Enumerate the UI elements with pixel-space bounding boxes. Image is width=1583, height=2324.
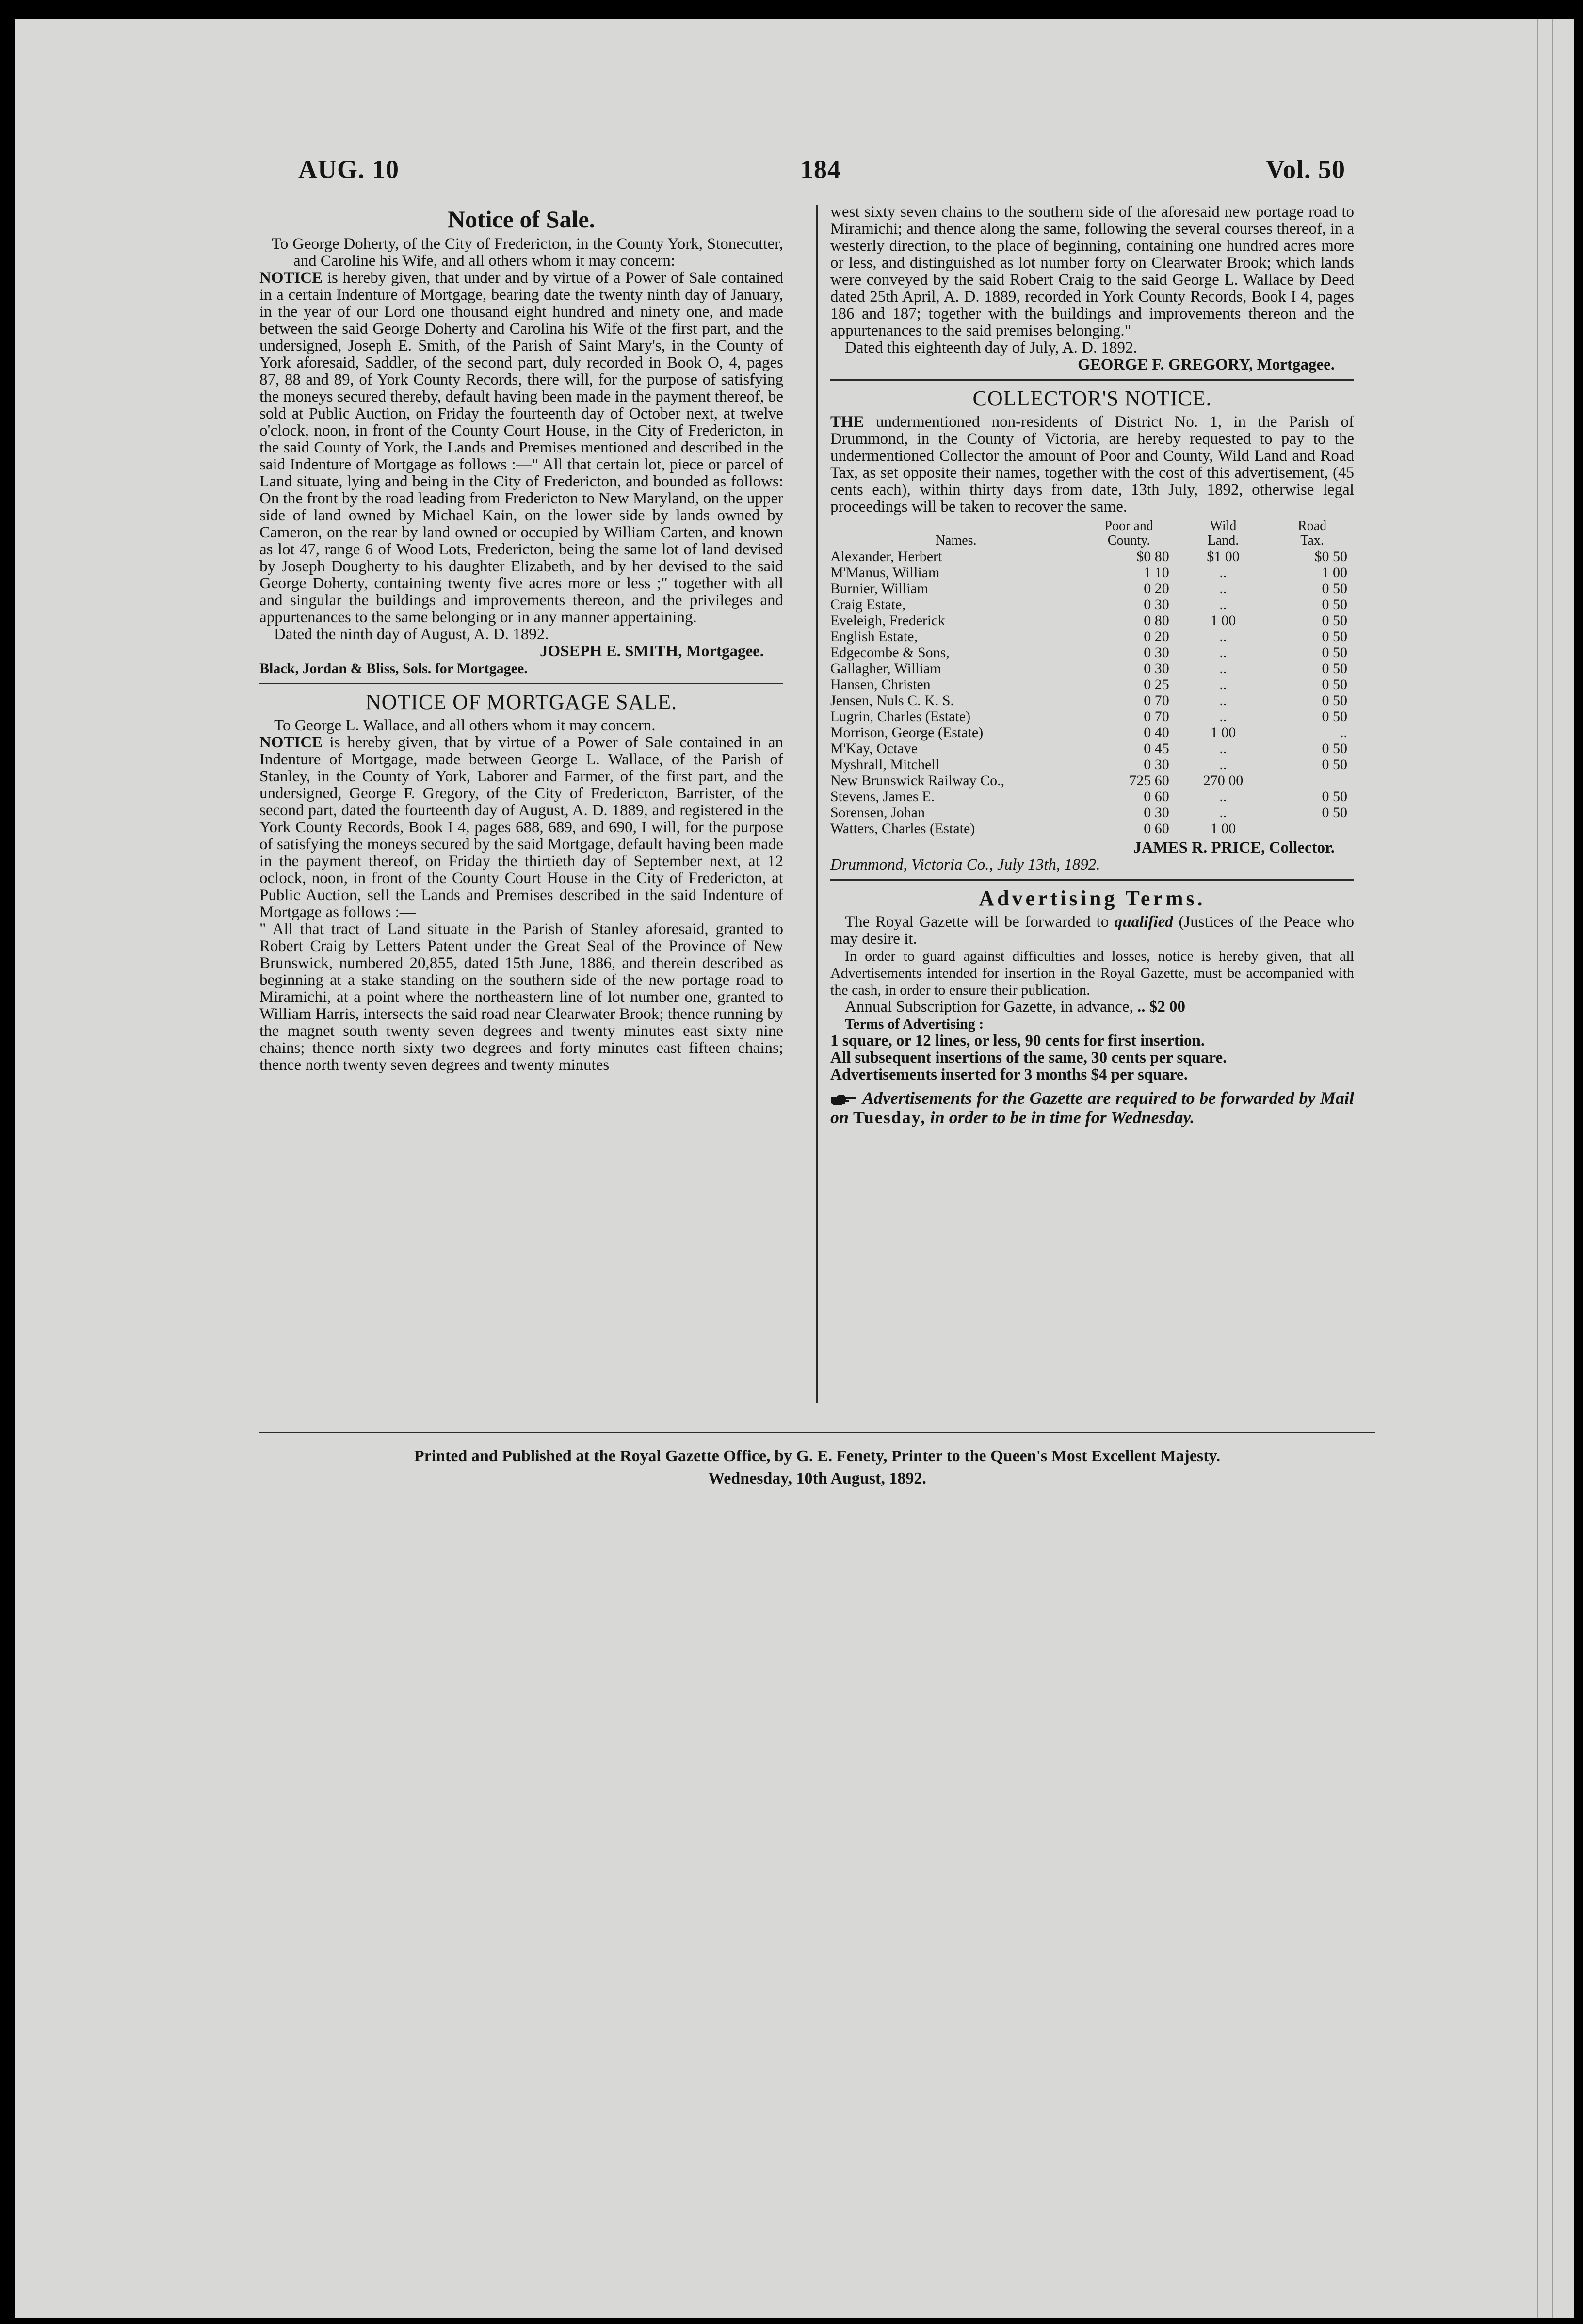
mortgage-sale-continued: west sixty seven chains to the southern side of the aforesaid new portage road to Miramichi; and thence along the same, following the several courses thereof, in a westerly direction, to the place of beginning, containing one hundred acres more or less, and distinguished as lot number forty on Clearwater Brook; which lands were conveyed by the said Robert Craig to the said George L. Wallace by Deed dated 25th April, A. D. 1889, recorded in York County Records, Book I 4, pages 186 and 187; together with the buildings and improvements thereon and the appurtenances to the said premises belonging." <box>830 203 1354 339</box>
tax-poor-county-cell: 0 80 <box>1144 613 1169 629</box>
tax-road-tax-cell: 0 50 <box>1322 789 1347 805</box>
tax-wild-land-cell: .. <box>1219 757 1227 773</box>
tax-poor-county-cell: 0 70 <box>1144 693 1169 709</box>
notice-of-sale-signature: JOSEPH E. SMITH, Mortgagee. <box>540 643 764 660</box>
page-fold-line <box>1552 19 1553 2318</box>
tax-name-cell: Burnier, William <box>830 581 929 597</box>
header-date: AUG. 10 <box>298 155 399 184</box>
column-header-road-tax: Road Tax. <box>1298 518 1327 548</box>
tax-name-cell: Morrison, George (Estate) <box>830 725 984 741</box>
tax-poor-county-cell: 0 30 <box>1144 597 1169 613</box>
tax-table-row <box>830 661 1354 677</box>
tax-poor-county-cell: 0 60 <box>1144 789 1169 805</box>
mortgage-sale-body <box>259 734 783 921</box>
tax-poor-county-cell: 0 30 <box>1144 645 1169 661</box>
subscription-label: Annual Subscription for Gazette, in advance, <box>845 998 1133 1016</box>
tax-road-tax-cell: 0 50 <box>1322 645 1347 661</box>
tax-wild-land-cell: .. <box>1219 677 1227 693</box>
tax-name-cell: Lugrin, Charles (Estate) <box>830 709 971 725</box>
column-header-wild-land: Wild Land. <box>1207 518 1239 548</box>
tax-name-cell: English Estate, <box>830 629 918 645</box>
tax-poor-county-cell: 0 30 <box>1144 805 1169 821</box>
term-line: All subsequent insertions of the same, 30 cents per square. <box>830 1049 1227 1066</box>
tax-wild-land-cell: .. <box>1219 581 1227 597</box>
tax-table-row <box>830 565 1354 581</box>
tax-name-cell: M'Manus, William <box>830 565 940 581</box>
imprint <box>259 1445 1375 1490</box>
page-fold-line <box>1537 19 1538 2318</box>
collector-notice-lead: THE <box>830 413 864 431</box>
tax-table-row <box>830 613 1354 629</box>
tax-table-row <box>830 805 1354 821</box>
tax-wild-land-cell: .. <box>1219 597 1227 613</box>
tax-road-tax-cell <box>1270 821 1354 837</box>
tax-table <box>830 518 1354 837</box>
tax-poor-county-cell: 0 40 <box>1144 725 1169 741</box>
tax-table-row <box>830 741 1354 757</box>
mortgage-sale-signature: GEORGE F. GREGORY, Mortgagee. <box>1078 356 1335 373</box>
mortgage-sale-address: To George L. Wallace, and all others whom it may concern. <box>274 717 656 734</box>
tax-road-tax-cell: 0 50 <box>1322 677 1347 693</box>
right-column <box>830 204 1354 1127</box>
notice-of-sale-lead: NOTICE <box>259 269 323 287</box>
collector-notice-title: COLLECTOR'S NOTICE. <box>972 387 1212 410</box>
section-divider <box>259 683 783 684</box>
section-divider <box>830 879 1354 881</box>
tax-table-row <box>830 709 1354 725</box>
tax-poor-county-cell: 0 25 <box>1144 677 1169 693</box>
mortgage-sale-dated: Dated this eighteenth day of July, A. D. 1892. <box>845 339 1137 356</box>
tax-road-tax-cell: 0 50 <box>1322 581 1347 597</box>
tax-wild-land-cell: .. <box>1219 805 1227 821</box>
tax-wild-land-cell: 1 00 <box>1210 821 1236 837</box>
tax-poor-county-cell: 725 60 <box>1129 773 1169 789</box>
tax-name-cell: Watters, Charles (Estate) <box>830 821 975 837</box>
terms-heading: Terms of Advertising : <box>845 1016 984 1032</box>
pointing-hand-icon <box>830 1093 857 1107</box>
header-volume: Vol. 50 <box>1266 155 1346 184</box>
tax-poor-county-cell: 0 45 <box>1144 741 1169 757</box>
advertising-cash-notice: In order to guard against difficulties and losses, notice is hereby given, that all Advertisements intended for insertion in the Royal Gazette, must be accompanied with the cash, in order to ensure their publication. <box>830 948 1354 998</box>
notice-of-sale-title: Notice of Sale. <box>447 206 596 233</box>
tax-wild-land-cell: 1 00 <box>1210 725 1236 741</box>
tax-wild-land-cell: .. <box>1219 693 1227 709</box>
tax-wild-land-cell: .. <box>1219 789 1227 805</box>
imprint-date: Wednesday, 10th August, 1892. <box>708 1469 926 1487</box>
tax-name-cell: Sorensen, Johan <box>830 805 925 821</box>
tax-poor-county-cell: 0 70 <box>1144 709 1169 725</box>
tax-road-tax-cell: 0 50 <box>1322 613 1347 629</box>
tax-table-row <box>830 645 1354 661</box>
mortgage-sale-title: NOTICE OF MORTGAGE SALE. <box>365 690 678 714</box>
column-header-poor-county: Poor and County. <box>1104 518 1153 548</box>
collector-notice-text: undermentioned non-residents of District No. 1, in the Parish of Drummond, in the County of Victoria, are hereby requested to pay to the undermentioned Collector the amount of Poor and County, Wild Land and Road Tax, as set opposite their names, together with the cost of this advertisement, (45 cents each), within thirty days from date, 13th July, 1892, otherwise legal proceedings will be taken to recover the same. <box>830 413 1354 516</box>
tax-table-row <box>830 581 1354 597</box>
tax-wild-land-cell: .. <box>1219 565 1227 581</box>
tax-road-tax-cell: 0 50 <box>1322 597 1347 613</box>
tax-poor-county-cell: 0 20 <box>1144 629 1169 645</box>
tax-road-tax-cell: 0 50 <box>1322 661 1347 677</box>
tax-table-row <box>830 597 1354 613</box>
collector-notice-body <box>830 414 1354 516</box>
tax-name-cell: Jensen, Nuls C. K. S. <box>830 693 954 709</box>
imprint-rule <box>259 1432 1375 1433</box>
advertising-qualified-note: The Royal Gazette will be forwarded to qualified (Justices of the Peace who may desire it. <box>830 913 1354 948</box>
tax-wild-land-cell: 1 00 <box>1210 613 1236 629</box>
tax-name-cell: M'Kay, Octave <box>830 741 918 757</box>
mail-deadline-notice: Advertisements for the Gazette are required to be forwarded by Mail on Tuesday, in order to be in time for Wednesday. <box>830 1088 1354 1127</box>
tax-wild-land-cell: .. <box>1219 709 1227 725</box>
tax-road-tax-cell <box>1270 773 1354 789</box>
section-divider <box>830 379 1354 381</box>
tax-road-tax-cell: 0 50 <box>1322 693 1347 709</box>
tax-wild-land-cell: .. <box>1219 741 1227 757</box>
tax-name-cell: Myshrall, Mitchell <box>830 757 939 773</box>
annual-subscription <box>830 999 1354 1016</box>
tax-name-cell: Stevens, James E. <box>830 789 935 805</box>
tax-poor-county-cell: 0 30 <box>1144 661 1169 677</box>
tax-name-cell: Hansen, Christen <box>830 677 931 693</box>
tax-wild-land-cell: $1 00 <box>1207 549 1240 565</box>
tax-name-cell: Eveleigh, Frederick <box>830 613 945 629</box>
collector-place-date: Drummond, Victoria Co., July 13th, 1892. <box>830 856 1100 873</box>
tax-poor-county-cell: 0 30 <box>1144 757 1169 773</box>
tax-table-row <box>830 789 1354 805</box>
tax-name-cell: Alexander, Herbert <box>830 549 942 565</box>
tax-table-row <box>830 821 1354 837</box>
mortgage-sale-lead: NOTICE <box>259 734 323 751</box>
advertising-terms-title: Advertising Terms. <box>979 887 1206 910</box>
tax-name-cell: Edgecombe & Sons, <box>830 645 950 661</box>
imprint-publisher: Printed and Published at the Royal Gazette Office, by G. E. Fenety, Printer to the Queen's Most Excellent Majesty. <box>414 1447 1221 1465</box>
tax-poor-county-cell: $0 80 <box>1136 549 1169 565</box>
header-page-number: 184 <box>800 155 841 184</box>
tax-table-row <box>830 693 1354 709</box>
collector-signature: JAMES R. PRICE, Collector. <box>1133 839 1335 856</box>
column-header-names: Names. <box>935 533 977 548</box>
tax-poor-county-cell: 0 60 <box>1144 821 1169 837</box>
column-rule <box>816 205 818 1403</box>
mortgage-sale-text: is hereby given, that by virtue of a Power of Sale contained in an Indenture of Mortgage, made between George L. Wallace, of the Parish of Stanley, in the County of York, Laborer and Farmer, of the first part, and the undersigned, George F. Gregory, of the City of Fredericton, Barrister, of the second part, dated the fourteenth day of August, A. D. 1889, and registered in the York County Records, Book I 4, pages 688, 689, and 690, I will, for the purpose of satisfying the moneys secured by the said Mortgage, default having been made in the payment thereof, on Friday the thirtieth day of September next, at 12 oclock, noon, in front of the County Court House in the City of Fredericton, at Public Auction, sell the Lands and Premises described in the said Indenture of Mortgage as follows :— <box>259 734 784 921</box>
tax-road-tax-cell: 0 50 <box>1322 741 1347 757</box>
tax-wild-land-cell: .. <box>1219 629 1227 645</box>
tax-name-cell: Gallagher, William <box>830 661 941 677</box>
tax-road-tax-cell: 0 50 <box>1322 709 1347 725</box>
tax-road-tax-cell: 0 50 <box>1322 757 1347 773</box>
notice-of-sale-dated: Dated the ninth day of August, A. D. 1892. <box>274 626 549 643</box>
tax-road-tax-cell: 0 50 <box>1322 629 1347 645</box>
tax-wild-land-cell: 270 00 <box>1203 773 1244 789</box>
tax-table-row <box>830 677 1354 693</box>
tax-table-row <box>830 725 1354 741</box>
tax-table-row <box>830 549 1354 565</box>
tax-road-tax-cell: 1 00 <box>1322 565 1347 581</box>
tax-name-cell: New Brunswick Railway Co., <box>830 773 1005 789</box>
notice-of-sale-text: is hereby given, that under and by virtue of a Power of Sale contained in a certain Indenture of Mortgage, bearing date the twenty ninth day of January, in the year of our Lord one thousand eight hundred and ninety one, and made between the said George Doherty and Carolina his Wife of the first part, and the undersigned, Joseph E. Smith, of the Parish of Saint Mary's, in the County of York aforesaid, Saddler, of the second part, duly recorded in Book O, 4, pages 87, 88 and 89, of York County Records, there will, for the purpose of satisfying the moneys secured thereby, default having been made in the payment thereof, be sold at Public Auction, on Friday the fourteenth day of October next, at twelve o'clock, noon, in front of the County Court House, in the City of Fredericton, in the said County of York, the Lands and Premises mentioned and described in the said Indenture of Mortgage as follows :—" All that certain lot, piece or parcel of Land situate, lying and being in the City of Fredericton, and bounded as follows: On the front by the road leading from Fredericton to New Maryland, on the upper side of land owned by Michael Kain, on the lower side by lands owned by Cameron, on the rear by land owned or occupied by William Carten, and known as lot 47, range 6 of Wood Lots, Fredericton, being the same lot of land devised by Joseph Dougherty to his daughter Elizabeth, and by her devised to the said George Doherty, containing twenty five acres more or less ;" together with all and singular the buildings and improvements thereon, and the privileges and appurtenances to the same belonging or in any manner appertaining. <box>259 269 784 626</box>
subscription-price: .. $2 00 <box>1137 998 1185 1016</box>
tax-poor-county-cell: 1 10 <box>1144 565 1169 581</box>
term-line: 1 square, or 12 lines, or less, 90 cents for first insertion. <box>830 1032 1205 1049</box>
tax-poor-county-cell: 0 20 <box>1144 581 1169 597</box>
notice-of-sale-address: To George Doherty, of the City of Fredericton, in the County York, Stonecutter, and Caroline his Wife, and all others whom it may concern: <box>272 235 783 270</box>
left-column <box>259 204 783 1074</box>
tax-road-tax-cell: $0 50 <box>1314 549 1347 565</box>
tax-table-row <box>830 757 1354 773</box>
tax-name-cell: Craig Estate, <box>830 597 905 613</box>
mortgage-sale-description: " All that tract of Land situate in the Parish of Stanley aforesaid, granted to Robert Craig by Letters Patent under the Great Seal of the Province of New Brunswick, numbered 20,855, dated 15th June, 1886, and therein described as beginning at a stake standing on the southern side of the new portage road to Miramichi, at a point where the northeastern line of lot number one, granted to William Harris, intersects the said road near Clearwater Brook; thence running by the magnet south twenty seven degrees and twenty minutes east sixty nine chains; thence north sixty two degrees and forty minutes east fifteen chains; thence north twenty seven degrees and twenty minutes <box>259 920 783 1074</box>
tax-wild-land-cell: .. <box>1219 645 1227 661</box>
tax-wild-land-cell: .. <box>1219 661 1227 677</box>
notice-of-sale-solicitors: Black, Jordan & Bliss, Sols. for Mortgagee. <box>259 661 528 677</box>
tax-table-row <box>830 629 1354 645</box>
tax-table-row <box>830 773 1354 789</box>
tax-road-tax-cell: 0 50 <box>1322 805 1347 821</box>
notice-of-sale-body <box>259 270 783 626</box>
tax-table-header <box>830 518 1354 549</box>
term-line: Advertisements inserted for 3 months $4 per square. <box>830 1066 1188 1083</box>
tax-road-tax-cell: .. <box>1340 725 1347 741</box>
